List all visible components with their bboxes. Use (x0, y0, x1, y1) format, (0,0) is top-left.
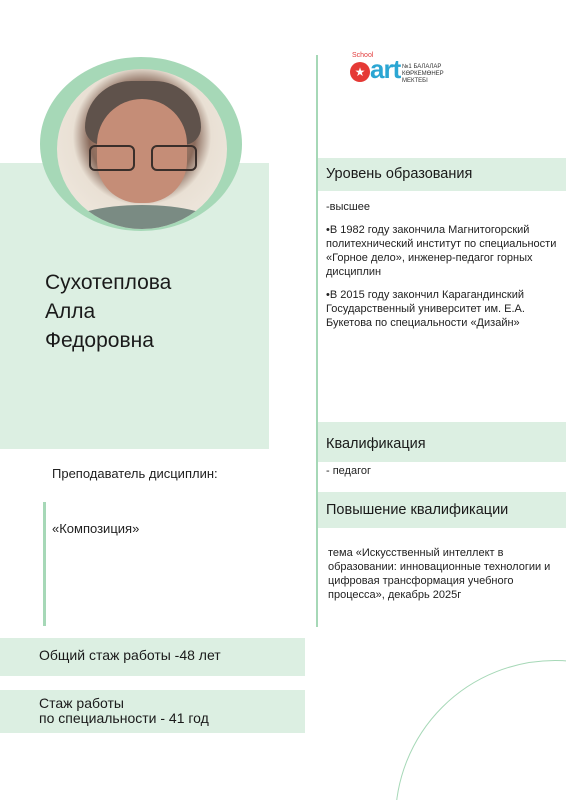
logo-mark: art (370, 54, 401, 84)
name-line: Алла (45, 300, 96, 323)
education-item: •В 2015 году закончил Карагандинский Государственный университет им. Е.А. Букетова по специальности «Дизайн» (326, 289, 525, 329)
advancement-text: тема «Искусственный интеллект в образовании: инновационные технологии и цифровая трансформация учебного процесса», декабрь 2025г (328, 547, 551, 601)
school-logo (350, 52, 450, 88)
subject-divider (43, 502, 46, 626)
specialty-experience-box (0, 690, 305, 733)
teacher-label: Преподаватель дисциплин: (52, 466, 218, 481)
education-item: -высшее (326, 201, 370, 213)
advancement-heading: Повышение квалификации (318, 492, 566, 528)
total-experience: Общий стаж работы -48 лет (39, 647, 221, 663)
logo-line: МЕКТЕБІ (402, 78, 428, 84)
photo-shoulders (67, 205, 217, 229)
logo-school-text: School (352, 52, 374, 59)
total-experience-box (0, 638, 305, 676)
vertical-divider (316, 55, 318, 627)
qualification-value: - педагог (326, 465, 371, 477)
person-name (45, 268, 265, 355)
profile-photo (57, 69, 227, 229)
star-icon: ★ (350, 62, 370, 82)
name-line: Федоровна (45, 329, 154, 352)
education-list (326, 200, 558, 339)
logo-line: КӨРКЕМӨНЕР (402, 71, 444, 77)
logo-caption (402, 64, 462, 85)
name-line: Сухотеплова (45, 271, 172, 294)
decorative-arc (395, 660, 566, 800)
subject-name: «Композиция» (52, 521, 140, 536)
qualification-heading: Квалификация (318, 422, 566, 462)
education-heading: Уровень образования (318, 158, 566, 191)
specialty-experience-line1: Стаж работы (39, 695, 124, 711)
photo-glasses (89, 145, 197, 173)
specialty-experience-line2: по специальности - 41 год (39, 710, 209, 726)
logo-line: №1 БАЛАЛАР (402, 64, 442, 70)
education-item: •В 1982 году закончила Магнитогорский политехнический институт по специальности «Горное дело», инженер-педагог горных дисциплин (326, 224, 557, 278)
